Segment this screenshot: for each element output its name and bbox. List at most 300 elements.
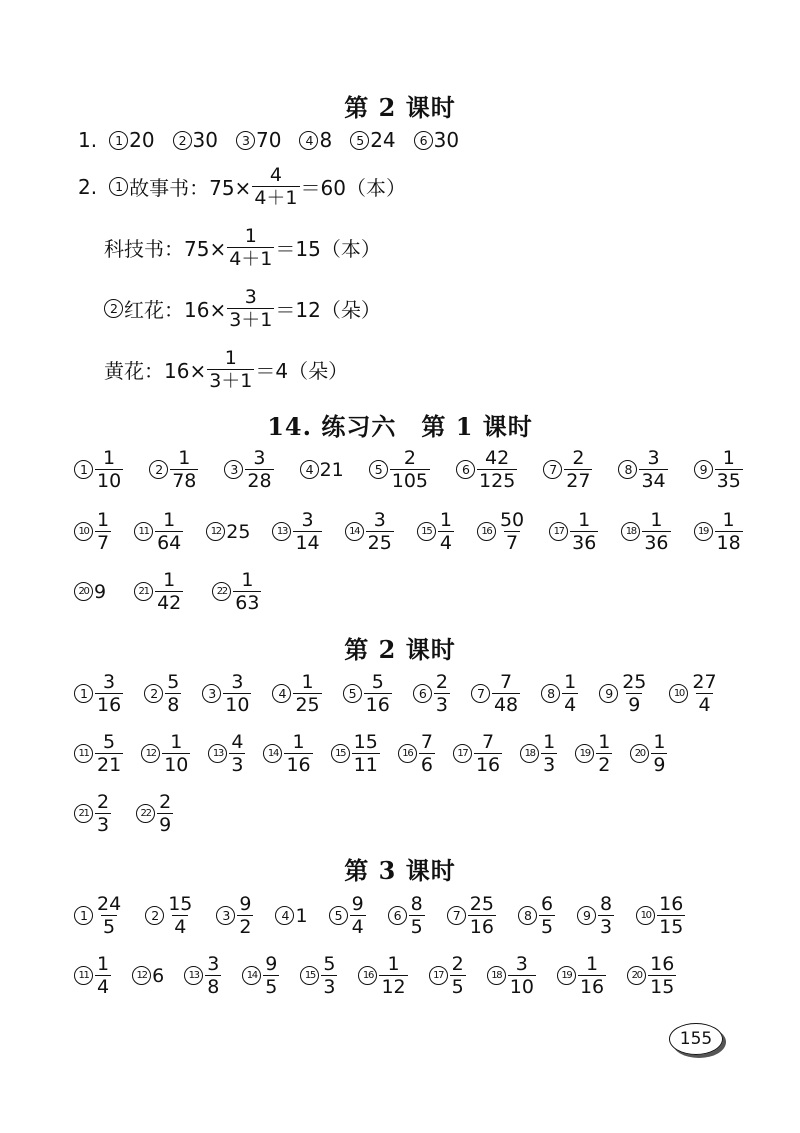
circled-number: 18 [487,966,506,985]
numerator: 1 [163,569,176,591]
numerator: 3 [244,286,257,308]
circled-number: 1 [74,460,93,479]
fraction [598,893,614,938]
denominator: 4 [439,532,452,554]
answer-item [212,569,262,614]
denominator: 16 [286,754,311,776]
circled-number: 19 [575,744,594,763]
circled-number: 6 [456,460,475,479]
answer-item [456,447,518,492]
answer-item [471,671,521,716]
circled-number: 3 [216,906,235,925]
numerator: 2 [97,791,110,813]
numerator: 1 [97,953,110,975]
denominator: 18 [716,532,741,554]
fraction [450,953,466,998]
numerator: 15 [353,731,378,753]
denominator: 16 [97,694,122,716]
fraction [321,953,337,998]
circled-number: 21 [134,582,153,601]
circled-number: 11 [74,744,93,763]
answer-item [134,509,184,554]
equation-text: ＝60（本） [300,176,406,200]
fraction [419,731,435,776]
denominator: 4 [174,916,187,938]
fraction [95,731,123,776]
circled-number: 7 [471,684,490,703]
denominator: 64 [157,532,182,554]
numerator: 7 [499,671,513,693]
answer-value: 25 [226,520,251,543]
denominator: 4 [698,694,711,716]
denominator: 10 [509,976,534,998]
circled-number: 9 [599,684,618,703]
circled-number: 8 [541,684,560,703]
answer-item [141,731,191,776]
answer-item [549,509,599,554]
circled-number: 12 [206,522,225,541]
answer-item [636,893,686,938]
denominator: 4 [351,916,364,938]
denominator: 16 [579,976,605,998]
denominator: 4＋1 [254,187,298,209]
fraction [498,509,526,554]
denominator: 28 [247,470,272,492]
circled-number: 16 [477,522,496,541]
fraction [227,286,274,331]
section-heading-lesson-2: 第 2 课时 [344,93,456,122]
answer-item [236,128,281,152]
fraction [95,893,123,938]
numerator: 6 [540,893,554,915]
answer-item [358,953,408,998]
fraction [642,509,670,554]
answer-item [413,671,451,716]
denominator: 9 [159,814,172,836]
answer-item [343,671,393,716]
denominator: 3 [435,694,448,716]
fraction [379,953,407,998]
circled-number: 4 [272,684,291,703]
circled-number: 6 [413,684,432,703]
denominator: 7 [97,532,110,554]
numerator: 3 [103,671,116,693]
equation [104,347,348,392]
fraction [438,509,454,554]
numerator: 1 [387,953,400,975]
denominator: 125 [479,470,516,492]
answer-item [575,731,613,776]
answer-item [109,128,154,152]
answer-value: 30 [433,128,460,152]
answer-item [621,509,671,554]
answer-value: 9 [94,580,107,603]
fraction [366,509,394,554]
numerator: 2 [572,447,585,469]
numerator: 24 [97,893,122,915]
denominator: 16 [475,754,501,776]
fraction [223,671,251,716]
denominator: 35 [716,470,741,492]
section-heading-lesson-3: 第 3 课时 [344,856,456,885]
question-2-line-3 [104,286,381,331]
answer-item [369,447,431,492]
fraction [233,569,261,614]
answer-item [557,953,607,998]
denominator: 14 [295,532,320,554]
denominator: 25 [367,532,392,554]
circled-number: 3 [202,684,221,703]
answer-item [134,569,184,614]
circled-number: 11 [134,522,153,541]
numerator: 8 [600,893,613,915]
numerator: 3 [515,953,528,975]
denominator: 3＋1 [209,370,253,392]
numerator: 1 [163,509,176,531]
answer-value: 6 [152,964,165,987]
answer-item [669,671,719,716]
circled-number: 5 [369,460,388,479]
denominator: 48 [493,694,519,716]
numerator: 1 [244,225,257,247]
answer-value: 20 [129,128,155,152]
denominator: 5 [410,916,423,938]
numerator: 1 [170,731,183,753]
denominator: 10 [164,754,189,776]
circled-number: 4 [299,131,318,150]
circled-number: 3 [224,460,243,479]
answer-item [300,459,344,481]
answer-item [74,509,112,554]
fraction [562,671,578,716]
numerator: 3 [301,509,314,531]
fraction [165,671,181,716]
circled-number: 2 [144,684,163,703]
circled-number: 15 [331,744,350,763]
fraction [492,671,520,716]
circled-number: 20 [627,966,646,985]
numerator: 1 [653,731,666,753]
answer-item [202,671,252,716]
answer-item [184,953,222,998]
denominator: 3 [600,916,613,938]
circled-number: 15 [417,522,436,541]
fraction [95,953,111,998]
answer-item [272,671,322,716]
answer-item [630,731,668,776]
answer-value: 21 [319,458,344,481]
denominator: 6 [420,754,433,776]
denominator: 3 [97,814,110,836]
answer-item [543,447,593,492]
denominator: 7 [505,532,519,554]
question-2-line-4 [104,347,348,392]
answer-item [453,731,503,776]
circled-number: 5 [329,906,348,925]
equation-text: ＝12（朵） [275,298,381,322]
answer-value: 1 [295,904,308,927]
numerator: 7 [420,731,433,753]
denominator: 105 [391,470,429,492]
answer-value: 24 [370,128,396,152]
fraction [539,893,555,938]
equation-text: ＝15（本） [275,237,381,261]
numerator: 3 [253,447,266,469]
numerator: 1 [103,447,116,469]
fraction [293,509,321,554]
section-heading-lesson-2b: 第 2 课时 [344,635,456,664]
numerator: 16 [650,953,675,975]
answer-item [414,128,459,152]
fraction [155,569,183,614]
circled-number: 11 [74,966,93,985]
answer-item [541,671,579,716]
fraction [657,893,685,938]
circled-number: 22 [212,582,231,601]
answer-row [74,731,685,776]
denominator: 42 [157,592,182,614]
section-heading-exercise-6-lesson-1: 14. 练习六 第 1 课时 [267,412,533,441]
denominator: 2 [239,916,252,938]
fraction [352,731,380,776]
numerator: 4 [269,164,282,186]
fraction [155,509,183,554]
answer-item [694,509,744,554]
denominator: 16 [365,694,390,716]
numerator: 1 [178,447,191,469]
circled-number: 2 [104,299,123,318]
denominator: 12 [381,976,406,998]
fraction [570,509,598,554]
answer-row [74,569,290,614]
answer-item [345,509,395,554]
answer-item [272,509,322,554]
answer-item [136,791,174,836]
fraction [690,671,718,716]
circled-number: 12 [132,966,151,985]
answer-item [694,447,744,492]
numerator: 2 [403,447,416,469]
fraction [263,953,279,998]
denominator: 27 [566,470,591,492]
circled-number: 6 [388,906,407,925]
fraction [578,953,606,998]
numerator: 9 [239,893,252,915]
answer-item [447,893,497,938]
answer-item [74,581,106,603]
circled-number: 1 [109,131,128,150]
answer-item [599,671,649,716]
fraction [474,731,502,776]
circled-number: 9 [694,460,713,479]
numerator: 1 [722,447,735,469]
numerator: 9 [351,893,364,915]
numerator: 1 [598,731,611,753]
numerator: 1 [301,671,314,693]
answer-item [149,447,199,492]
answer-item [429,953,467,998]
circled-number: 22 [136,804,155,823]
answer-item [577,893,615,938]
fraction [715,447,743,492]
answer-item [329,893,367,938]
equation [109,164,406,209]
circled-number: 15 [300,966,319,985]
fraction [409,893,425,938]
question-2-line-1 [78,164,406,209]
circled-number: 17 [429,966,448,985]
fraction [651,731,667,776]
fraction [477,447,517,492]
numerator: 27 [692,671,717,693]
answer-row [74,791,198,836]
equation [104,225,381,270]
question-1-answers [109,128,477,152]
denominator: 10 [97,470,122,492]
answer-row [74,671,740,716]
fraction [95,671,123,716]
circled-number: 5 [343,684,362,703]
answer-item [487,953,537,998]
fraction [166,893,194,938]
answer-row [74,509,766,554]
fraction [564,447,592,492]
fraction [284,731,312,776]
answer-item [518,893,556,938]
circled-number: 21 [74,804,93,823]
circled-number: 9 [577,906,596,925]
circled-number: 16 [398,744,417,763]
circled-number: 14 [263,744,282,763]
answer-value: 8 [319,128,333,152]
numerator: 25 [469,893,494,915]
answer-item [242,953,280,998]
numerator: 3 [231,671,244,693]
numerator: 5 [371,671,384,693]
circled-number: 7 [543,460,562,479]
fraction [639,447,667,492]
answer-row [74,893,707,938]
circled-number: 13 [208,744,227,763]
fraction [207,347,254,392]
answer-item [74,953,112,998]
circled-number: 16 [358,966,377,985]
fraction [170,447,198,492]
answer-item [299,128,332,152]
numerator: 9 [265,953,278,975]
denominator: 21 [97,754,122,776]
answer-value: 70 [256,128,282,152]
answer-item [216,893,254,938]
denominator: 10 [225,694,250,716]
answer-item [618,447,668,492]
fraction [350,893,366,938]
denominator: 3 [323,976,336,998]
question-number: 2. [78,174,98,199]
numerator: 1 [97,509,110,531]
fraction [162,731,190,776]
answer-item [331,731,381,776]
numerator: 5 [167,671,180,693]
answer-item [74,671,124,716]
page-number-badge [669,1023,723,1055]
circled-number: 1 [74,906,93,925]
circled-number: 1 [74,684,93,703]
circled-number: 20 [630,744,649,763]
circled-number: 2 [149,460,168,479]
fraction [434,671,450,716]
denominator: 3 [543,754,556,776]
fraction [364,671,392,716]
circled-number: 2 [145,906,164,925]
answer-row [74,953,697,998]
numerator: 42 [485,447,510,469]
fraction [245,447,273,492]
denominator: 16 [469,916,494,938]
numerator: 15 [168,893,193,915]
fraction [95,447,123,492]
circled-number: 18 [621,522,640,541]
denominator: 5 [103,916,116,938]
numerator: 3 [647,447,660,469]
answer-item [224,447,274,492]
equation-text: 黄花：16× [104,359,207,383]
numerator: 7 [481,731,495,753]
fraction [508,953,536,998]
circled-number: 8 [518,906,537,925]
circled-number: 10 [636,906,655,925]
denominator: 5 [451,976,464,998]
denominator: 78 [172,470,197,492]
denominator: 4 [564,694,577,716]
fraction [293,671,321,716]
answer-item [173,128,218,152]
equation-text: ＝4（朵） [255,359,349,383]
fraction [95,791,111,836]
circled-number: 19 [557,966,576,985]
answer-value: 30 [192,128,218,152]
numerator: 3 [373,509,386,531]
circled-number: 20 [74,582,93,601]
numerator: 2 [451,953,464,975]
numerator: 3 [207,953,220,975]
page-number: 155 [679,1029,713,1049]
question-1 [78,128,477,152]
denominator: 9 [628,694,641,716]
fraction [227,225,274,270]
answer-item [263,731,313,776]
circled-number: 18 [520,744,539,763]
denominator: 2 [598,754,611,776]
denominator: 15 [650,976,675,998]
circled-number: 10 [74,522,93,541]
answer-item [417,509,455,554]
answer-item [206,521,250,543]
numerator: 1 [439,509,452,531]
denominator: 5 [265,976,278,998]
denominator: 9 [653,754,666,776]
fraction [715,509,743,554]
circled-number: 19 [694,522,713,541]
equation-text: 科技书：75× [104,237,227,261]
numerator: 50 [499,509,525,531]
circled-number: 4 [300,460,319,479]
circled-number: 12 [141,744,160,763]
question-2-line-2 [104,225,381,270]
denominator: 4＋1 [229,248,273,270]
fraction [157,791,173,836]
circled-number: 8 [618,460,637,479]
